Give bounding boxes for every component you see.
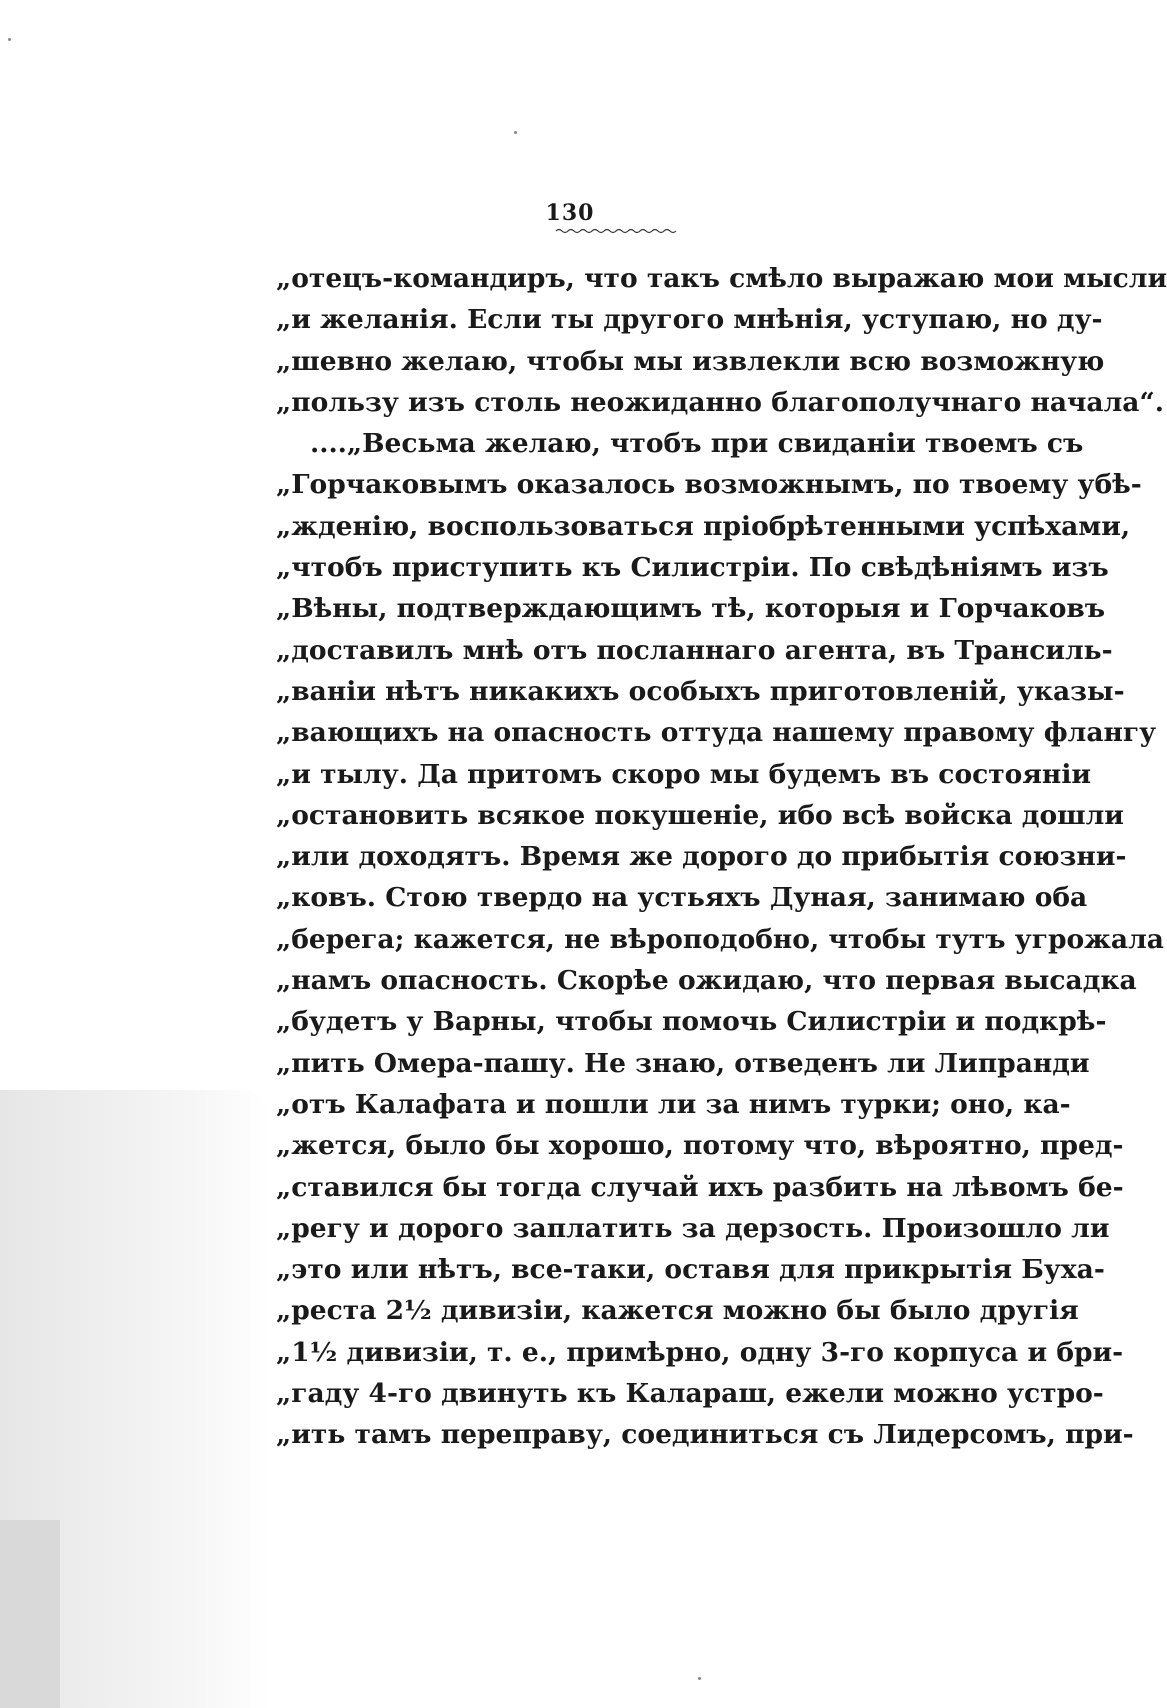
text-line: „намъ опасность. Скорѣе ожидаю, что первая высадка: [276, 965, 1137, 997]
text-line: „отецъ-командиръ, что такъ смѣло выражаю мои мысли: [276, 263, 1167, 294]
scan-speck: [514, 131, 517, 134]
text-line: „берега; кажется, не вѣроподобно, чтобы тутъ угрожала: [276, 923, 1164, 955]
text-line: „и тылу. Да притомъ скоро мы будемъ въ состояніи: [276, 758, 1092, 790]
text-line: ....„Весьма желаю, чтобъ при свиданіи твоемъ съ: [310, 428, 1084, 460]
page-number: 130: [545, 200, 595, 226]
text-line: „гаду 4-го двинуть къ Калараш, ежели можно устро-: [276, 1378, 1104, 1410]
text-line: „жденію, воспользоваться пріобрѣтенными успѣхами,: [276, 510, 1131, 542]
text-line: „шевно желаю, чтобы мы извлекли всю возможную: [276, 345, 1105, 377]
text-line: „пользу изъ столь неожиданно благополучнаго начала“.: [276, 386, 1164, 418]
text-line: „и желанія. Если ты другого мнѣнія, уступаю, но ду-: [276, 304, 1103, 336]
text-line: „это или нѣтъ, все-таки, оставя для прикрытія Буха-: [276, 1254, 1105, 1286]
text-line: „доставилъ мнѣ отъ посланнаго агента, въ Трансиль-: [276, 634, 1113, 666]
text-line: „регу и дорого заплатить за дерзость. Произошло ли: [276, 1212, 1110, 1244]
text-line: „1½ дивизіи, т. е., примѣрно, одну 3-го корпуса и бри-: [276, 1336, 1124, 1368]
text-line: „отъ Калафата и пошли ли за нимъ турки; оно, ка-: [276, 1088, 1071, 1120]
scan-speck: [698, 1677, 701, 1680]
text-line: „ить тамъ переправу, соединиться съ Лидерсомъ, при-: [276, 1419, 1134, 1451]
text-line: „чтобъ приступить къ Силистріи. По свѣдѣніямъ изъ: [276, 552, 1109, 584]
text-line: „ставился бы тогда случай ихъ разбить на лѣвомъ бе-: [276, 1171, 1124, 1203]
text-line: „Вѣны, подтверждающимъ тѣ, которыя и Горчаковъ: [276, 593, 1106, 625]
text-line: „реста 2½ дивизіи, кажется можно бы было другія: [276, 1295, 1079, 1327]
body-text: [276, 258, 1167, 1456]
text-line: „ковъ. Стою твердо на устьяхъ Дуная, занимаю оба: [276, 882, 1088, 914]
text-line: „вающихъ на опасность оттуда нашему правому флангу: [276, 717, 1157, 749]
text-line: „пить Омера-пашу. Не знаю, отведенъ ли Липранди: [276, 1047, 1090, 1079]
page-number-wavy-rule: [556, 228, 678, 234]
scan-shadow-corner: [0, 1520, 60, 1708]
text-line: „ваніи нѣтъ никакихъ особыхъ приготовленій, указы-: [276, 675, 1125, 707]
text-line: „остановить всякое покушеніе, ибо всѣ войска дошли: [276, 799, 1124, 831]
text-line: „жется, было бы хорошо, потому что, вѣроятно, пред-: [276, 1130, 1124, 1162]
text-line: „Горчаковымъ оказалось возможнымъ, по твоему убѣ-: [276, 469, 1142, 501]
text-line: „или доходятъ. Время же дорого до прибытія союзни-: [276, 841, 1127, 873]
scan-speck: [8, 38, 11, 41]
text-line: „будетъ у Варны, чтобы помочь Силистріи и подкрѣ-: [276, 1006, 1107, 1038]
